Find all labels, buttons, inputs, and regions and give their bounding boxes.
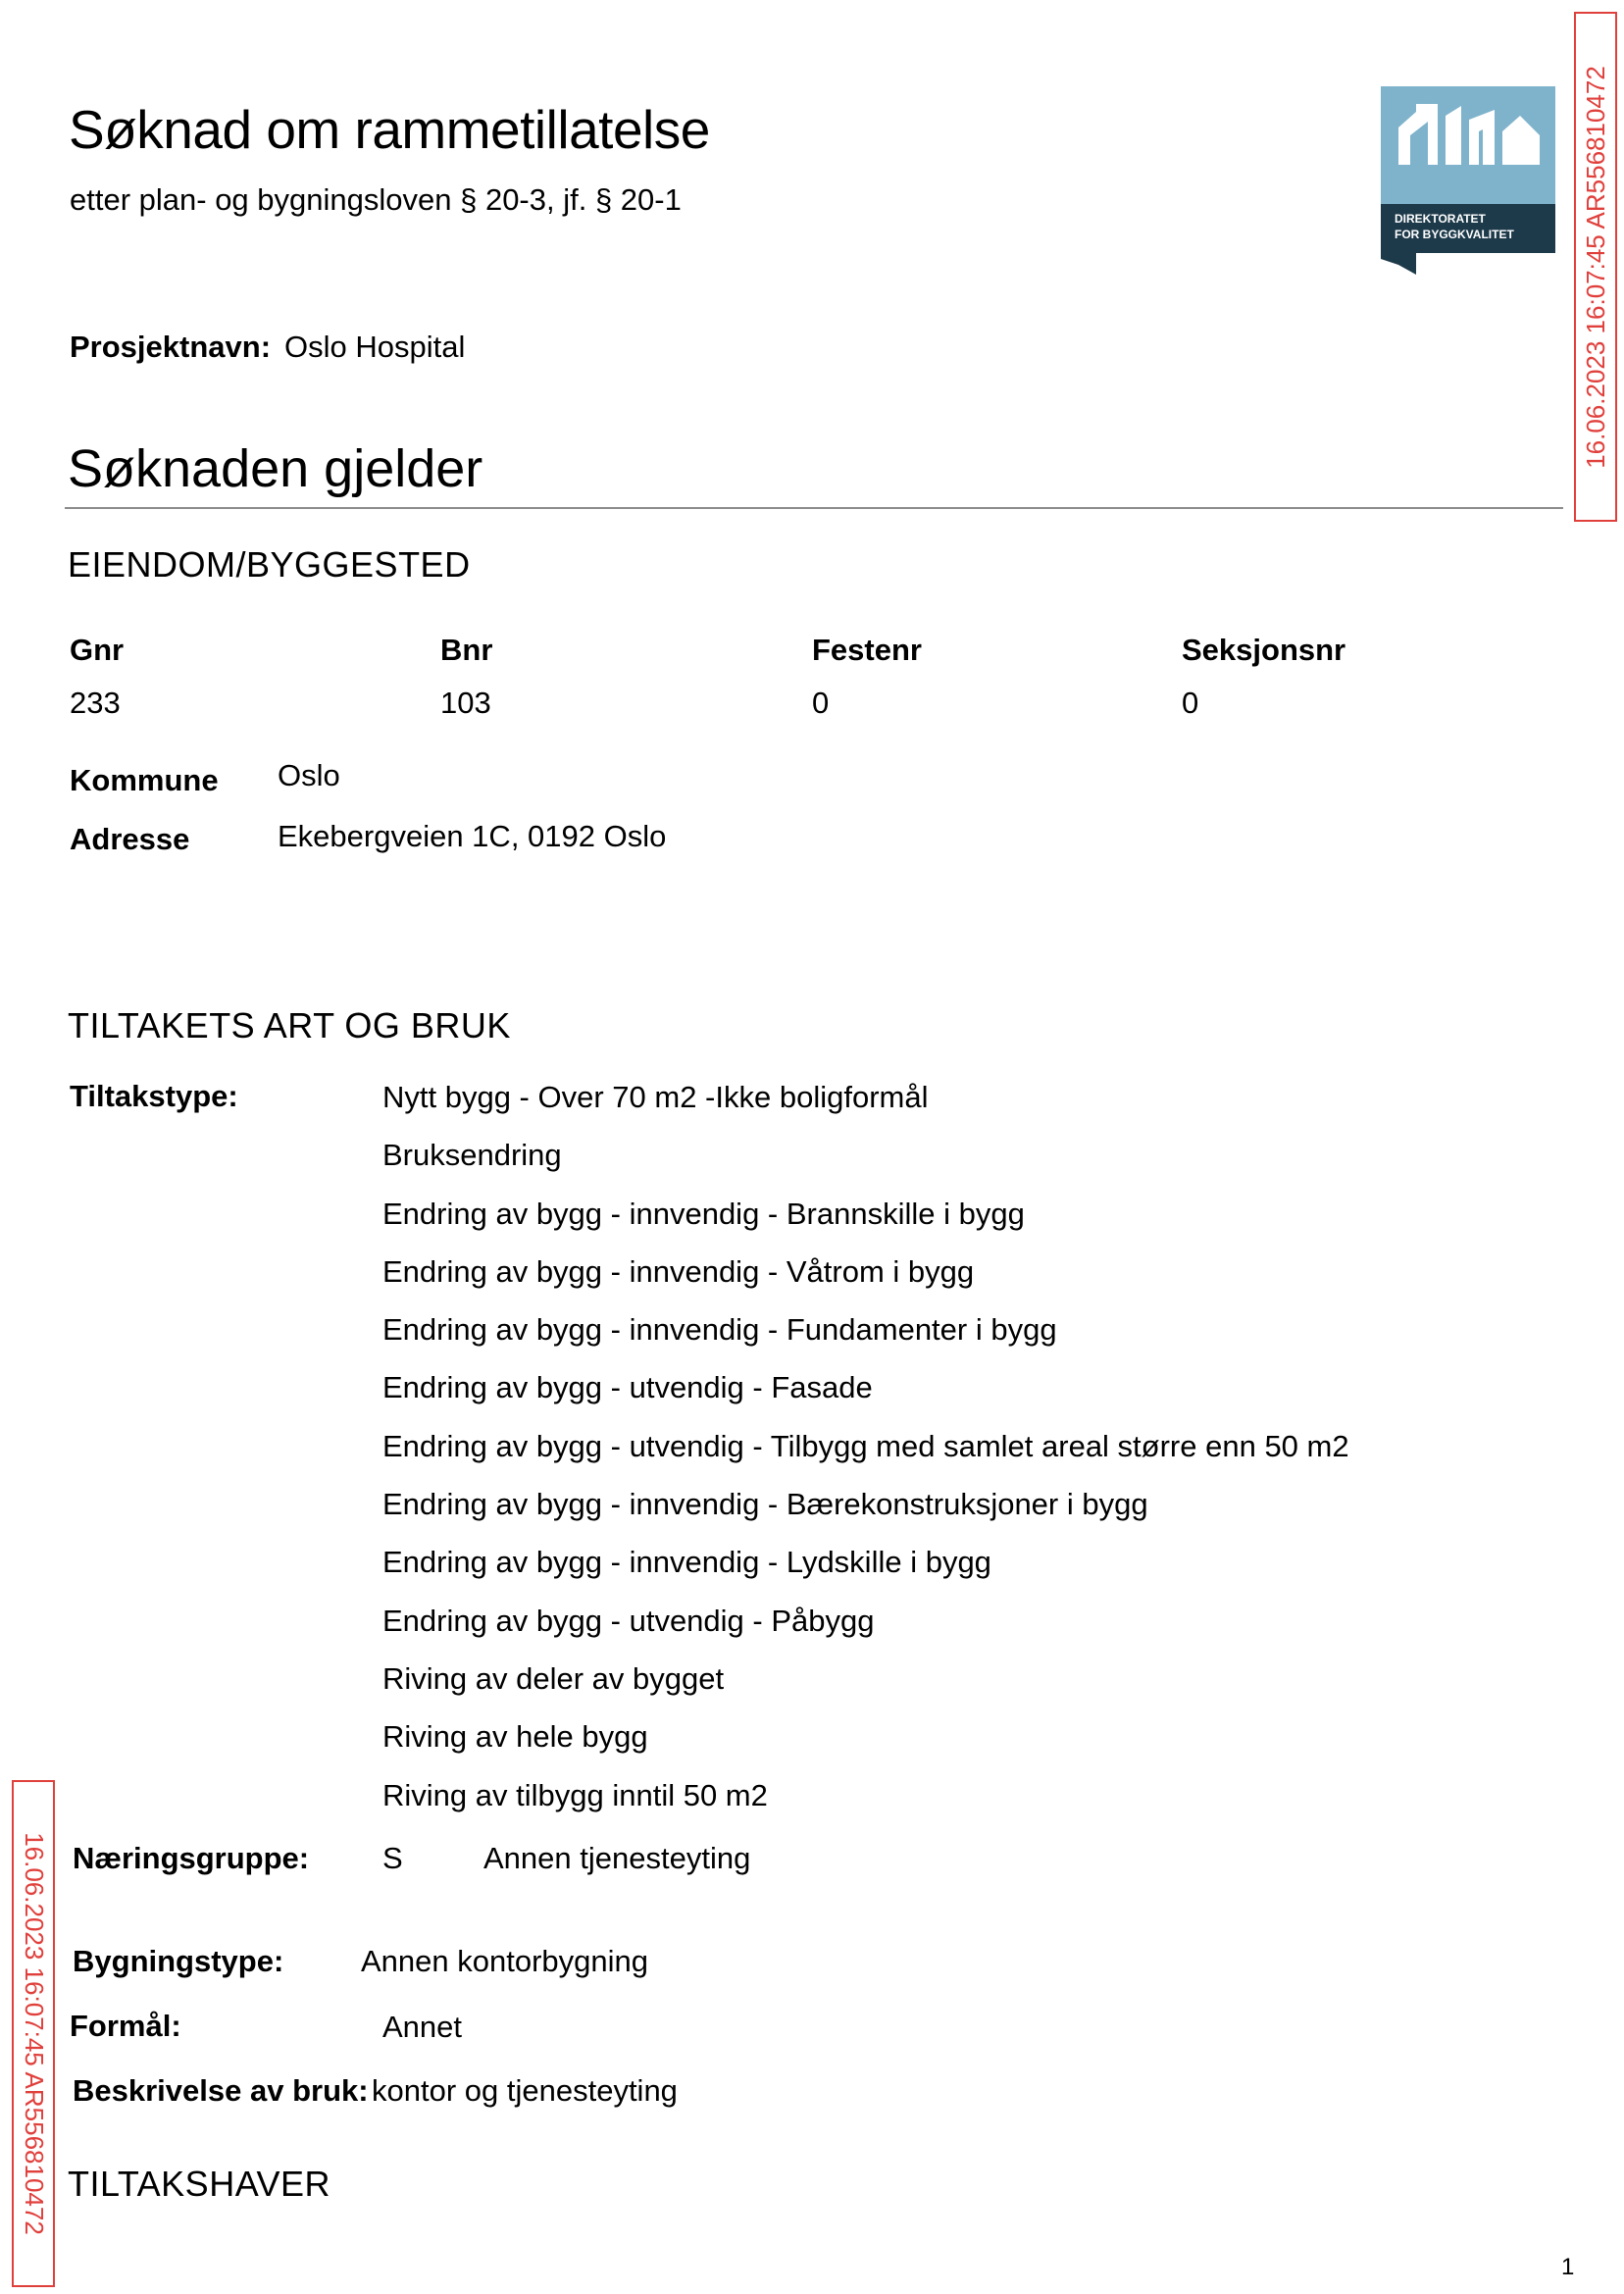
tiltakstype-item: Endring av bygg - innvendig - Våtrom i bygg xyxy=(382,1253,975,1289)
gnr-value: 233 xyxy=(70,686,121,720)
project-name-value: Oslo Hospital xyxy=(284,330,466,364)
eiendom-heading: EIENDOM/BYGGESTED xyxy=(68,544,471,585)
adresse-label: Adresse xyxy=(70,822,190,856)
naeringsgruppe-value: Annen tjenesteyting xyxy=(483,1841,751,1875)
tiltakstype-label: Tiltakstype: xyxy=(70,1079,238,1113)
bygningstype-value: Annen kontorbygning xyxy=(361,1944,649,1978)
page-number: 1 xyxy=(1561,2254,1575,2280)
formal-value: Annet xyxy=(382,2010,463,2044)
tiltakstype-item: Bruksendring xyxy=(382,1138,562,1173)
document-title: Søknad om rammetillatelse xyxy=(69,99,710,160)
festenr-value: 0 xyxy=(812,686,830,720)
section-divider xyxy=(65,507,1563,509)
tiltakstype-item: Endring av bygg - innvendig - Fundamenter i bygg xyxy=(382,1312,1057,1348)
naeringsgruppe-label: Næringsgruppe: xyxy=(73,1841,310,1875)
archive-stamp-text: 16.06.2023 16:07:45 AR556810472 xyxy=(1580,65,1610,469)
tiltakstype-item: Endring av bygg - utvendig - Fasade xyxy=(382,1370,873,1405)
archive-stamp-top xyxy=(1574,12,1617,522)
tiltakstype-list xyxy=(382,1079,1349,1835)
archive-stamp-left xyxy=(12,1780,55,2287)
section-title: Søknaden gjelder xyxy=(68,439,483,498)
naeringsgruppe-code: S xyxy=(382,1841,403,1875)
tiltakstype-item: Riving av deler av bygget xyxy=(382,1660,725,1696)
logo-text-line1: DIREKTORATET xyxy=(1395,212,1486,226)
bnr-value: 103 xyxy=(440,686,491,720)
kommune-value: Oslo xyxy=(278,758,340,792)
kommune-label: Kommune xyxy=(70,763,219,797)
bygningstype-label: Bygningstype: xyxy=(73,1944,284,1978)
tiltakstype-item: Endring av bygg - innvendig - Lydskille i bygg xyxy=(382,1545,991,1580)
tiltakstype-item: Nytt bygg - Over 70 m2 -Ikke boligformål xyxy=(382,1080,929,1114)
adresse-value: Ekebergveien 1C, 0192 Oslo xyxy=(278,819,667,853)
seksjonsnr-label: Seksjonsnr xyxy=(1182,633,1346,667)
tiltakstype-item: Endring av bygg - innvendig - Brannskille i bygg xyxy=(382,1196,1025,1231)
festenr-label: Festenr xyxy=(812,633,922,667)
archive-stamp-text: 16.06.2023 16:07:45 AR556810472 xyxy=(19,1832,49,2235)
logo-text-line2: FOR BYGGKVALITET xyxy=(1395,228,1514,241)
dibk-logo xyxy=(1381,86,1555,275)
document-subtitle: etter plan- og bygningsloven § 20-3, jf. § 20-1 xyxy=(70,182,682,217)
tiltakstype-item: Endring av bygg - utvendig - Påbygg xyxy=(382,1603,875,1638)
project-name-label: Prosjektnavn: xyxy=(70,330,272,364)
tiltakstype-item: Riving av tilbygg inntil 50 m2 xyxy=(382,1777,768,1812)
tiltakshaver-heading: TILTAKSHAVER xyxy=(68,2164,331,2204)
tiltak-heading: TILTAKETS ART OG BRUK xyxy=(68,1005,511,1045)
beskrivelse-label: Beskrivelse av bruk: xyxy=(73,2073,369,2108)
formal-label: Formål: xyxy=(70,2009,181,2043)
bnr-label: Bnr xyxy=(440,633,493,667)
gnr-label: Gnr xyxy=(70,633,125,667)
tiltakstype-item: Riving av hele bygg xyxy=(382,1719,648,1755)
tiltakstype-item: Endring av bygg - utvendig - Tilbygg med samlet areal større enn 50 m2 xyxy=(382,1428,1349,1463)
beskrivelse-value: kontor og tjenesteyting xyxy=(372,2073,678,2108)
tiltakstype-item: Endring av bygg - innvendig - Bærekonstruksjoner i bygg xyxy=(382,1487,1148,1522)
seksjonsnr-value: 0 xyxy=(1182,686,1199,720)
